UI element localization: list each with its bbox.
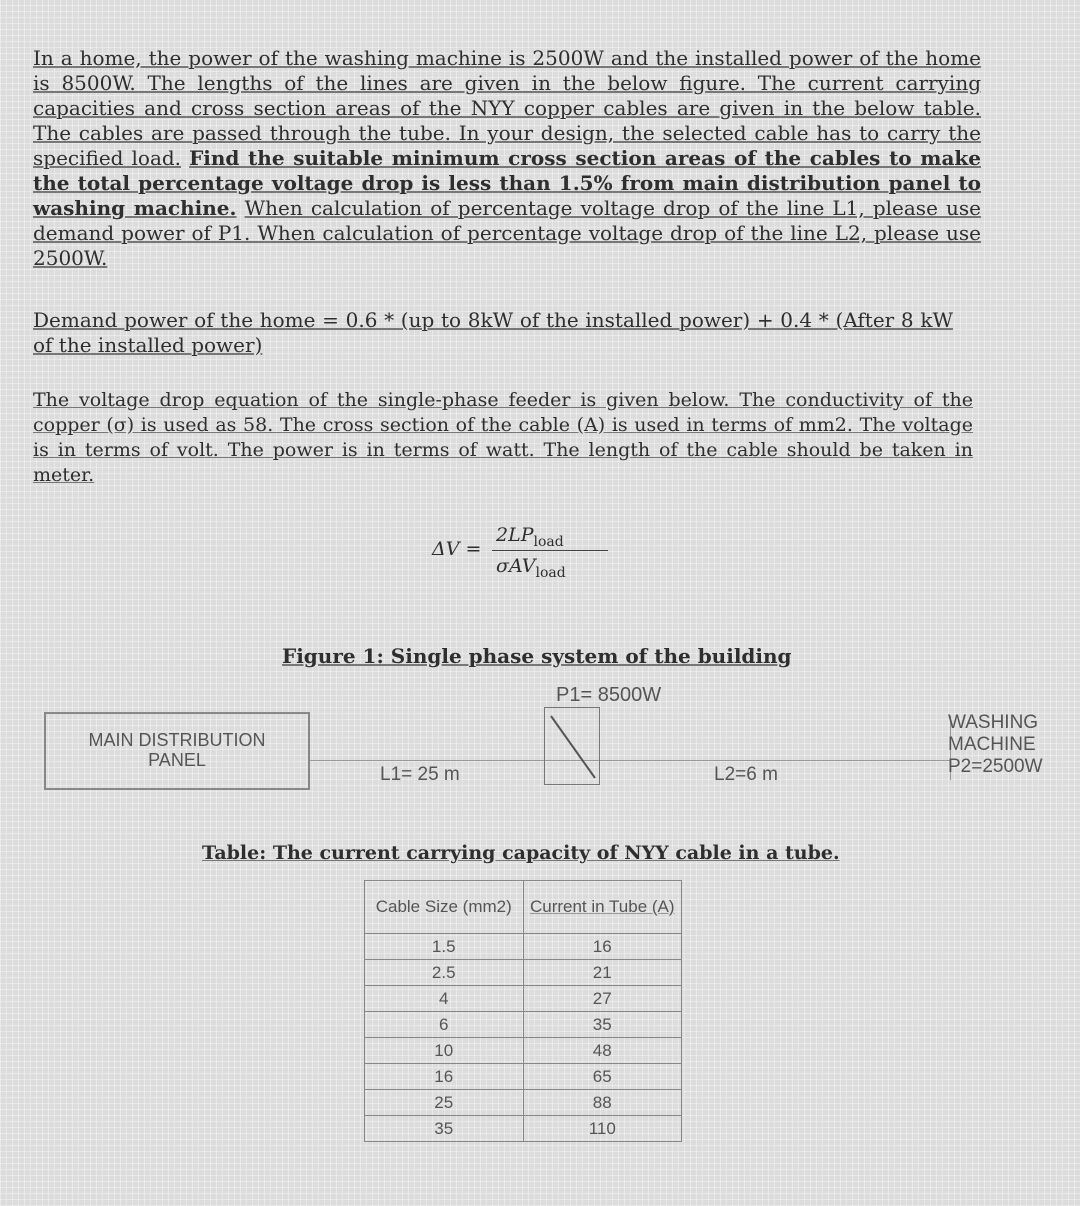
p1-label: P1= 8500W: [556, 684, 662, 706]
cell-size: 10: [365, 1038, 524, 1064]
cell-current: 88: [523, 1090, 682, 1116]
table-row: [365, 1012, 682, 1038]
table-row: [365, 934, 682, 960]
table-row: [365, 1090, 682, 1116]
voltage-drop-formula: [432, 520, 632, 580]
problem-task-bold: Find the suitable minimum cross section areas of the cables to make the total percentage voltage drop is less than 1.5% from main distribution panel to washing machine.: [33, 146, 981, 220]
table-row: [365, 1038, 682, 1064]
formula-lhs: ΔV =: [432, 538, 482, 560]
cable-capacity-table: [364, 880, 682, 1142]
cell-size: 6: [365, 1012, 524, 1038]
cell-current: 16: [523, 934, 682, 960]
feeder-line: [310, 760, 950, 761]
cell-current: 27: [523, 986, 682, 1012]
cell-size: 35: [365, 1116, 524, 1142]
problem-text-b: When calculation of percentage voltage drop of the line L1, please use demand power of P1. When calculation of percentage voltage drop of the line L2, please use 2500W.: [33, 196, 981, 270]
formula-fraction-bar: [492, 550, 608, 551]
cell-size: 4: [365, 986, 524, 1012]
cell-size: 16: [365, 1064, 524, 1090]
table-row: [365, 960, 682, 986]
washing-machine-label: WASHING MACHINE P2=2500W: [948, 712, 1043, 777]
problem-paragraph: [33, 46, 981, 271]
cell-current: 35: [523, 1012, 682, 1038]
breaker-box: [544, 707, 600, 785]
formula-denominator: σAV$_{load}$: [496, 555, 566, 581]
cell-size: 2.5: [365, 960, 524, 986]
cell-size: 25: [365, 1090, 524, 1116]
cell-size: 1.5: [365, 934, 524, 960]
formula-numerator: $2LP_{load}$: [496, 524, 564, 550]
breaker-diagonal-icon: [545, 708, 601, 786]
cell-current: 21: [523, 960, 682, 986]
cell-current: 48: [523, 1038, 682, 1064]
header-current: Current in Tube (A): [523, 881, 682, 934]
main-distribution-panel-box: [44, 712, 310, 790]
table-row: [365, 1064, 682, 1090]
main-panel-label: MAIN DISTRIBUTION PANEL: [88, 730, 266, 770]
figure-caption: Figure 1: Single phase system of the building: [282, 644, 792, 668]
table-row: [365, 1116, 682, 1142]
table-caption: Table: The current carrying capacity of NYY cable in a tube.: [202, 842, 840, 864]
demand-power-paragraph: Demand power of the home = 0.6 * (up to 8kW of the installed power) + 0.4 * (After 8 kW of the installed power): [33, 308, 953, 357]
header-cable-size: Cable Size (mm2): [365, 881, 524, 934]
cell-current: 110: [523, 1116, 682, 1142]
l1-label: L1= 25 m: [380, 764, 460, 785]
table-row: [365, 986, 682, 1012]
problem-text-a: In a home, the power of the washing machine is 2500W and the installed power of the home is 8500W. The lengths of the lines are given in the below figure. The current carrying capacities and cross section areas of the NYY copper cables are given in the below table. The cables are passed through the tube. In your design, the selected cable has to carry the specified load.: [33, 46, 981, 170]
l2-label: L2=6 m: [714, 764, 778, 785]
voltage-drop-paragraph: The voltage drop equation of the single-phase feeder is given below. The conductivity of the copper (σ) is used as 58. The cross section of the cable (A) is used in terms of mm2. The voltage is in terms of volt. The power is in terms of watt. The length of the cable should be taken in meter.: [33, 389, 973, 486]
cell-current: 65: [523, 1064, 682, 1090]
